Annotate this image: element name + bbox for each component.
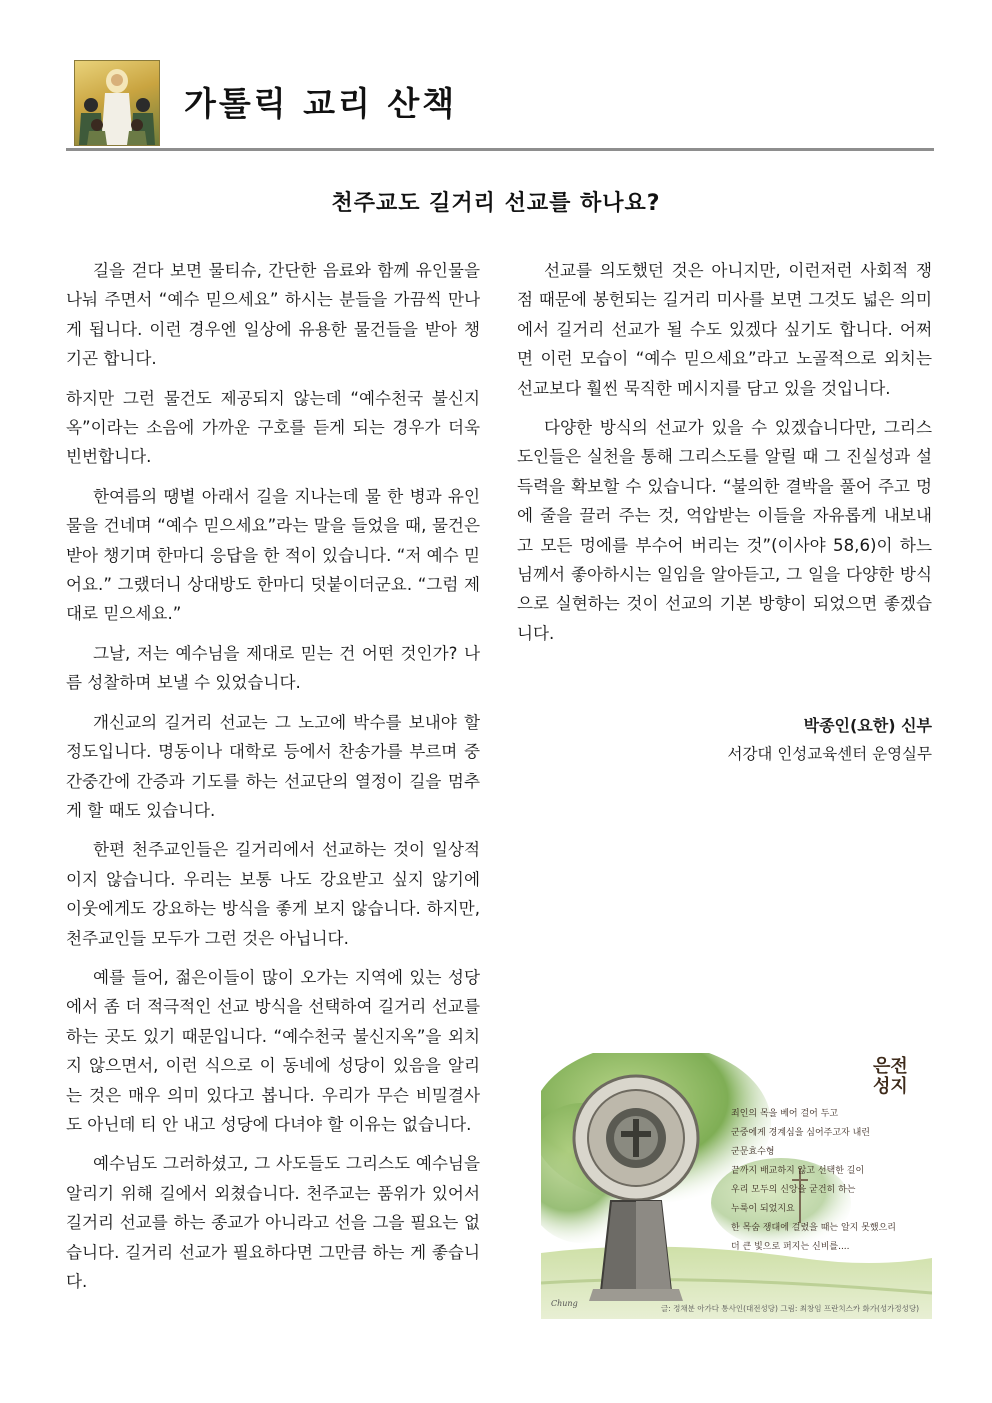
- header-divider: [66, 148, 934, 151]
- article-column-right: [517, 256, 932, 658]
- author-role: 서강대 인성교육센터 운영실무: [727, 745, 932, 763]
- artist-signature: Chung: [551, 1299, 578, 1308]
- poem-line: 끝까지 배교하지 않고 선택한 길이: [731, 1166, 865, 1176]
- poem-line: 더 큰 빛으로 퍼지는 신비를....: [731, 1242, 850, 1252]
- paragraph: 다양한 방식의 선교가 있을 수 있겠습니다만, 그리스도인들은 실천을 통해 그리스도를 알릴 때 그 진실성과 설득력을 확보할 수 있습니다. “불의한 결박을 풀어 주고 멍에 줄을 끌러 주는 것, 억압받는 이들을 자유롭게 내보내고 모든 멍에를 부수어 버리는 것”(이사야 58,6)이 하느님께서 좋아하시는 일임을 알아듣고, 그 일을 다양한 방식으로 실현하는 것이 선교의 기본 방향이 되었으면 좋겠습니다.: [517, 418, 932, 643]
- illustration: [541, 1053, 932, 1319]
- paragraph: 한편 천주교인들은 길거리에서 선교하는 것이 일상적이지 않습니다. 우리는 보통 나도 강요받고 싶지 않기에 이웃에게도 강요하는 방식을 좋게 보지 않습니다. 하지만, 천주교인들 모두가 그런 것은 아닙니다.: [66, 840, 480, 948]
- illustration-credit: 글: 정채분 아가다 통사인(대전성당) 그림: 최창임 프란치스카 화가(성가정성당): [661, 1304, 920, 1313]
- paragraph: 예를 들어, 젊은이들이 많이 오가는 지역에 있는 성당에서 좀 더 적극적인 선교 방식을 선택하여 길거리 선교를 하는 곳도 있기 때문입니다. “예수천국 불신지옥”을 외치지 않으면서, 이런 식으로 이 동네에 성당이 있음을 알리는 것은 매우 의미 있다고 봅니다. 우리가 무슨 비밀결사도 아닌데 티 안 내고 성당에 다녀야 할 이유는 없습니다.: [66, 967, 480, 1134]
- author-signature: [517, 712, 932, 768]
- poem-line: 군문효수형: [731, 1147, 775, 1157]
- author-name: 박종인(요한) 신부: [803, 716, 932, 735]
- article-column-left: [66, 256, 480, 1306]
- poem-line: 한 목숨 쟁대에 걸렸을 때는 알지 못했으리: [731, 1223, 896, 1233]
- page-header: [66, 58, 934, 150]
- poem-line: 군중에게 경계심을 심어주고자 내린: [731, 1128, 870, 1138]
- article-title: 천주교도 길거리 선교를 하나요?: [331, 191, 661, 216]
- illustration-poem: [731, 1105, 927, 1257]
- poem-line: 죄인의 목을 베어 걸어 두고: [731, 1109, 839, 1119]
- stamp-text: 은전 성지: [873, 1056, 908, 1097]
- paragraph: 그날, 저는 예수님을 제대로 믿는 건 어떤 것인가? 나름 성찰하며 보낼 수 있었습니다.: [66, 643, 480, 693]
- paragraph: 한여름의 땡볕 아래서 길을 지나는데 물 한 병과 유인물을 건네며 “예수 믿으세요”라는 말을 들었을 때, 물건은 받아 챙기며 한마디 응답을 한 적이 있습니다. “저 예수 믿어요.” 그랬더니 상대방도 한마디 덧붙이더군요. “그럼 제대로 믿으세요.”: [66, 486, 480, 624]
- poem-line: 누룩이 되었지요: [731, 1204, 795, 1214]
- christ-with-disciples-icon: [74, 60, 160, 146]
- paragraph: 개신교의 길거리 선교는 그 노고에 박수를 보내야 할 정도입니다. 명동이나 대학로 등에서 찬송가를 부르며 중간중간에 간증과 기도를 하는 선교단의 열정이 길을 멈추게 할 때도 있습니다.: [66, 712, 480, 820]
- poem-line: 우리 모두의 신앙을 굳건히 하는: [731, 1185, 856, 1195]
- paragraph: 예수님도 그러하셨고, 그 사도들도 그리스도 예수님을 알리기 위해 길에서 외쳤습니다. 천주교는 품위가 있어서 길거리 선교를 하는 종교가 아니라고 선을 그을 필요는 없습니다. 길거리 선교가 필요하다면 그만큼 하는 게 좋습니다.: [66, 1154, 480, 1291]
- paragraph: 길을 걷다 보면 물티슈, 간단한 음료와 함께 유인물을 나눠 주면서 “예수 믿으세요” 하시는 분들을 가끔씩 만나게 됩니다. 이런 경우엔 일상에 유용한 물건들을 받아 챙기곤 합니다.: [66, 261, 480, 369]
- paragraph: 선교를 의도했던 것은 아니지만, 이런저런 사회적 쟁점 때문에 봉헌되는 길거리 미사를 보면 그것도 넓은 의미에서 길거리 선교가 될 수도 있겠다 싶기도 합니다. 어쩌면 이런 모습이 “예수 믿으세요”라고 노골적으로 외치는 선교보다 훨씬 묵직한 메시지를 담고 있을 것입니다.: [517, 261, 932, 398]
- series-title: 가톨릭 교리 산책: [184, 84, 458, 123]
- paragraph: 하지만 그런 물건도 제공되지 않는데 “예수천국 불신지옥”이라는 소음에 가까운 구호를 듣게 되는 경우가 더욱 빈번합니다.: [66, 388, 480, 467]
